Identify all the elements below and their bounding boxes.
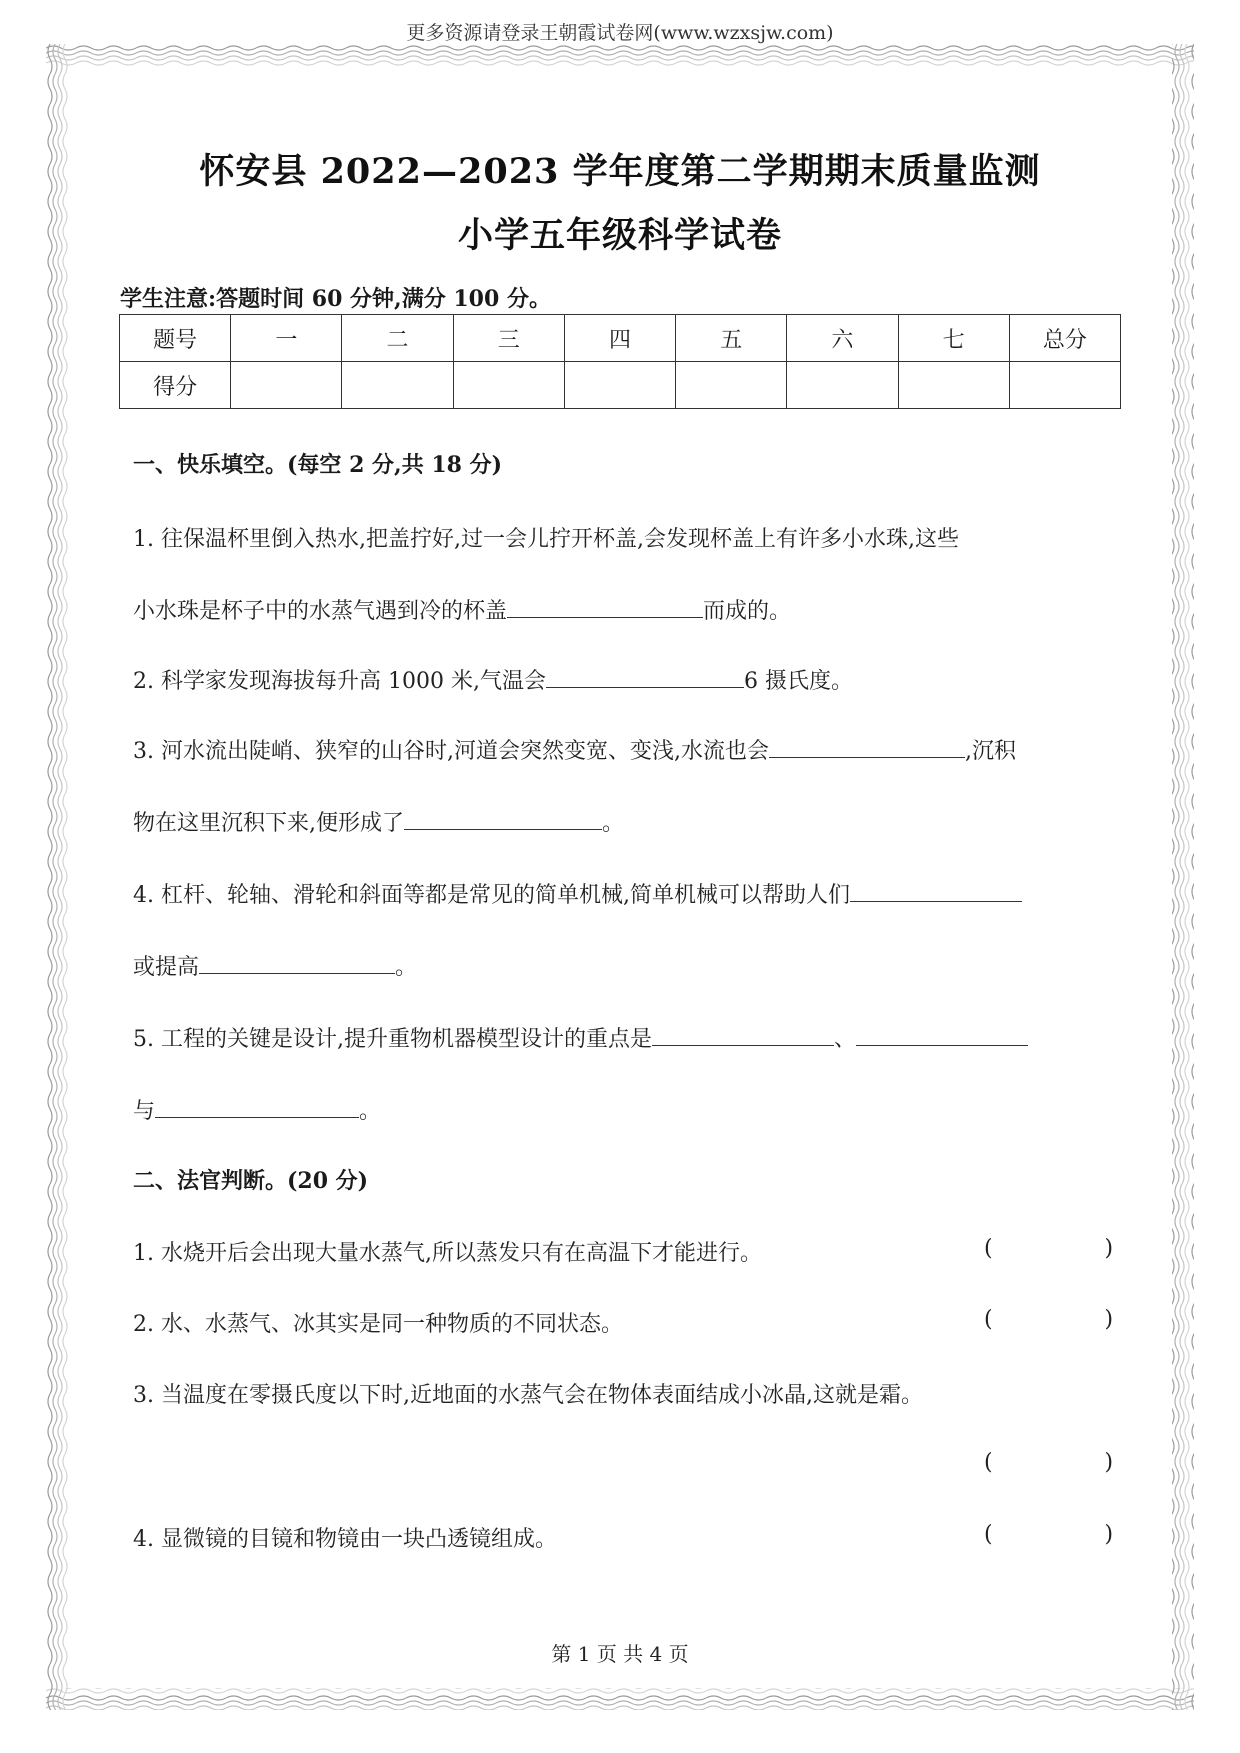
student-notice: 学生注意:答题时间 60 分钟,满分 100 分。 — [120, 286, 551, 312]
score-col-2: 二 — [342, 315, 453, 362]
score-col-1: 一 — [231, 315, 342, 362]
score-cell[interactable] — [342, 362, 453, 409]
score-col-3: 三 — [453, 315, 564, 362]
score-col-7: 七 — [898, 315, 1009, 362]
s1-q3-text: 3. 河水流出陡峭、狭窄的山谷时,河道会突然变宽、变浅,水流也会 — [133, 739, 769, 764]
answer-blank[interactable] — [850, 879, 1022, 902]
s1-q1-line1: 1. 往保温杯里倒入热水,把盖拧好,过一会儿拧开杯盖,会发现杯盖上有许多小水珠,这些 — [133, 527, 959, 552]
answer-paren[interactable]: ( ) — [984, 1236, 1114, 1261]
s1-q4-text: 4. 杠杆、轮轴、滑轮和斜面等都是常见的简单机械,简单机械可以帮助人们 — [133, 883, 850, 908]
section1-heading: 一、快乐填空。(每空 2 分,共 18 分) — [133, 452, 503, 478]
score-cell[interactable] — [231, 362, 342, 409]
answer-paren[interactable]: ( ) — [984, 1307, 1114, 1332]
s1-q5-line2 — [133, 1094, 381, 1125]
score-cell[interactable] — [564, 362, 675, 409]
exam-subtitle: 小学五年级科学试卷 — [457, 215, 782, 256]
s1-q1-text: 小水珠是杯子中的水蒸气遇到冷的杯盖 — [133, 599, 508, 624]
answer-blank[interactable] — [404, 807, 602, 830]
s1-q3-line1 — [133, 734, 1016, 765]
score-cell[interactable] — [787, 362, 898, 409]
s1-q4-line2 — [133, 950, 417, 981]
answer-blank[interactable] — [546, 665, 744, 688]
s1-q3-text2: 物在这里沉积下来,便形成了 — [133, 811, 404, 836]
s1-q3-text-end: ,沉积 — [964, 739, 1016, 764]
s1-q5-line1 — [133, 1022, 1028, 1053]
answer-paren[interactable]: ( ) — [984, 1522, 1114, 1547]
s1-q4-text2: 或提高 — [133, 955, 200, 980]
s1-q1-line2 — [133, 594, 791, 625]
score-cell[interactable] — [898, 362, 1009, 409]
s1-q2 — [133, 664, 853, 695]
answer-blank[interactable] — [155, 1095, 359, 1118]
score-cell[interactable] — [676, 362, 787, 409]
exam-title: 怀安县 2022—2023 学年度第二学期期末质量监测 — [199, 151, 1041, 192]
score-table-row-label: 得分 — [120, 362, 231, 409]
answer-blank[interactable] — [507, 595, 703, 618]
section2-heading: 二、法官判断。(20 分) — [133, 1168, 369, 1194]
s2-q2: 2. 水、水蒸气、冰其实是同一种物质的不同状态。 — [133, 1312, 623, 1337]
s1-q5-text: 5. 工程的关键是设计,提升重物机器模型设计的重点是 — [133, 1027, 652, 1052]
score-cell[interactable] — [1009, 362, 1120, 409]
s1-q4-line1 — [133, 878, 1022, 909]
source-watermark: 更多资源请登录王朝霞试卷网(www.wzxsjw.com) — [406, 22, 834, 44]
s1-q5-text2: 与 — [133, 1099, 156, 1124]
score-col-6: 六 — [787, 315, 898, 362]
score-table-header-label: 题号 — [120, 315, 231, 362]
score-table — [119, 314, 1121, 409]
answer-blank[interactable] — [769, 735, 965, 758]
s1-q3-line2 — [133, 806, 624, 837]
s1-q3-text2-end: 。 — [602, 811, 625, 836]
answer-blank[interactable] — [856, 1023, 1028, 1046]
s1-q2-text: 2. 科学家发现海拔每升高 1000 米,气温会 — [133, 669, 546, 694]
answer-blank[interactable] — [652, 1023, 834, 1046]
score-col-4: 四 — [564, 315, 675, 362]
s2-q3: 3. 当温度在零摄氏度以下时,近地面的水蒸气会在物体表面结成小冰晶,这就是霜。 — [133, 1383, 923, 1408]
score-table-score-row — [120, 362, 1121, 409]
score-table-header-row — [120, 315, 1121, 362]
page-number: 第 1 页 共 4 页 — [551, 1642, 689, 1666]
s1-q5-sep: 、 — [833, 1027, 856, 1052]
score-cell[interactable] — [453, 362, 564, 409]
s2-q1: 1. 水烧开后会出现大量水蒸气,所以蒸发只有在高温下才能进行。 — [133, 1241, 762, 1266]
s1-q2-text-end: 6 摄氏度。 — [743, 669, 853, 694]
score-col-5: 五 — [676, 315, 787, 362]
s1-q5-text2-end: 。 — [359, 1099, 382, 1124]
answer-paren[interactable]: ( ) — [984, 1450, 1114, 1475]
score-col-total: 总分 — [1009, 315, 1120, 362]
s1-q4-text2-end: 。 — [395, 955, 418, 980]
answer-blank[interactable] — [199, 951, 395, 974]
s1-q1-text-end: 而成的。 — [703, 599, 792, 624]
s2-q4: 4. 显微镜的目镜和物镜由一块凸透镜组成。 — [133, 1527, 557, 1552]
